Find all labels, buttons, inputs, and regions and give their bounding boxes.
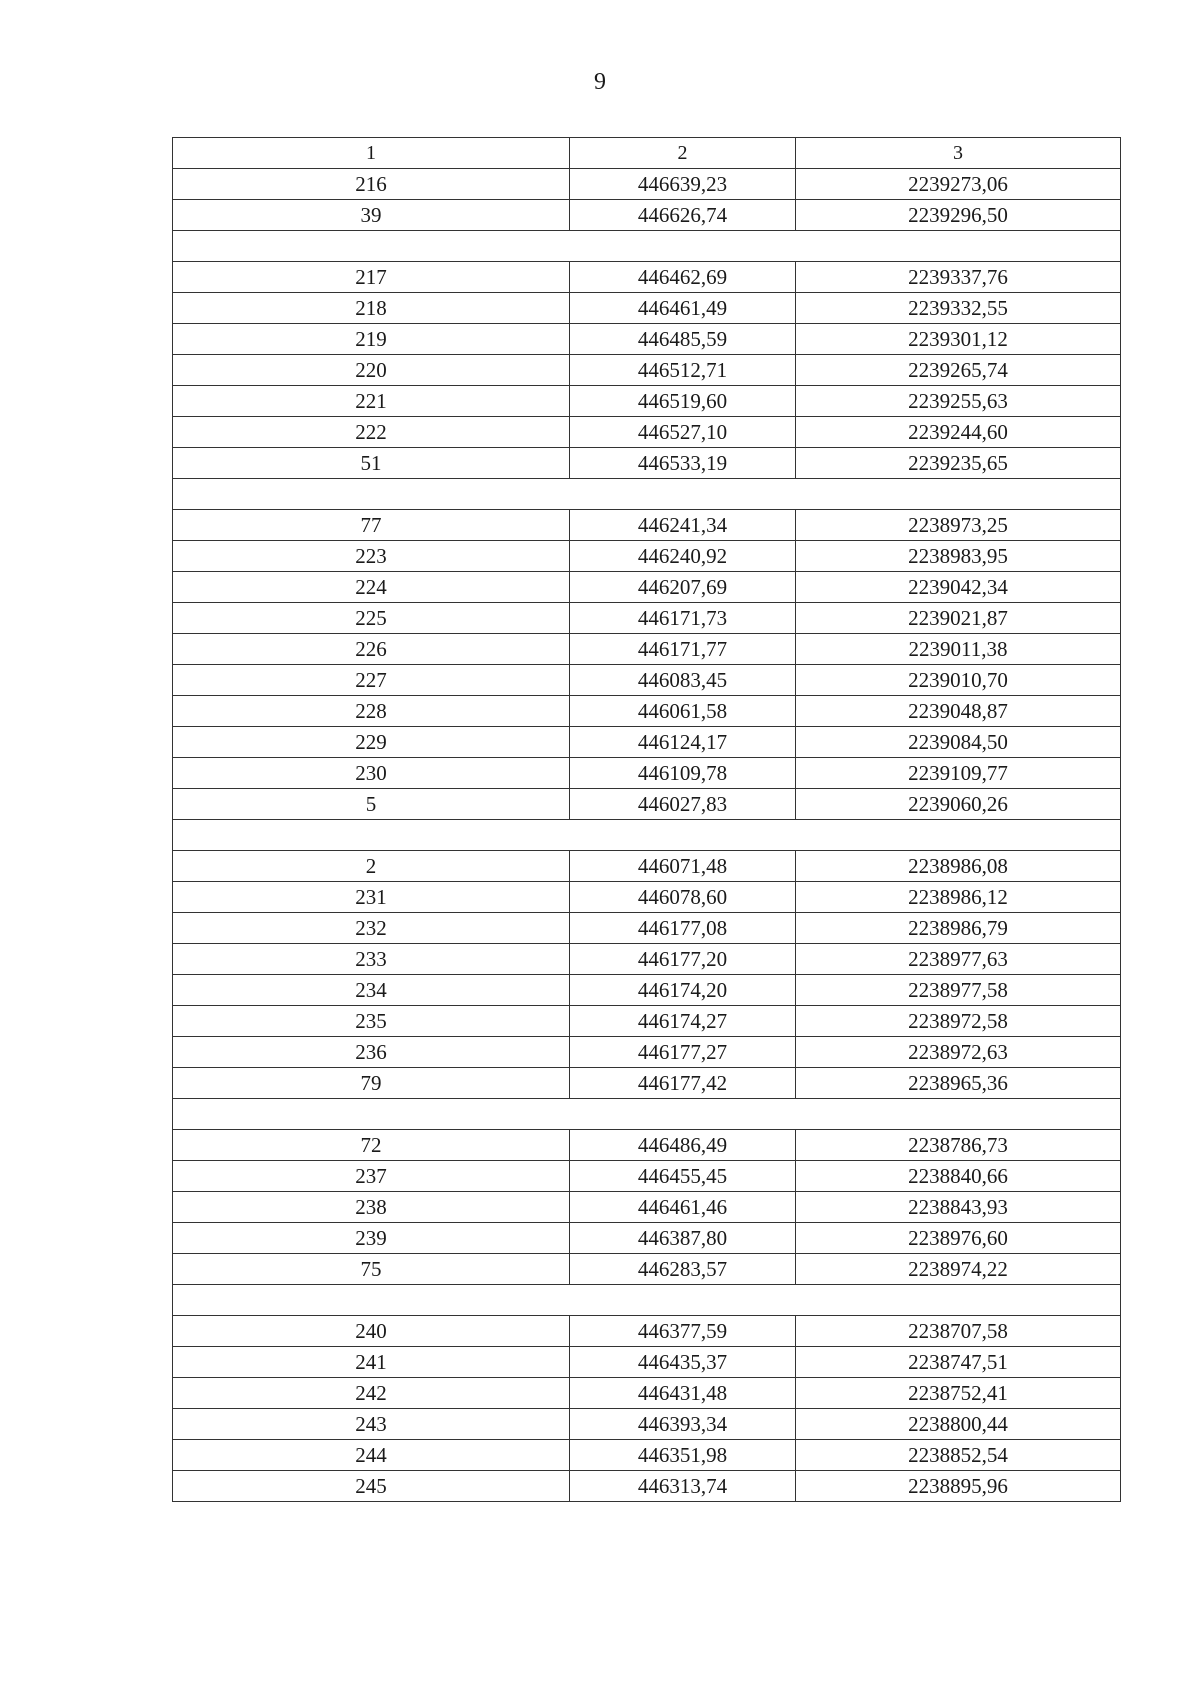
coordinate-x-cell: 446431,48 bbox=[570, 1378, 796, 1409]
table-row bbox=[173, 510, 1121, 541]
coordinate-x-cell: 446639,23 bbox=[570, 169, 796, 200]
coordinate-x-cell: 446461,49 bbox=[570, 293, 796, 324]
table-row bbox=[173, 1254, 1121, 1285]
coordinate-y-cell: 2239042,34 bbox=[796, 572, 1121, 603]
point-number-cell: 217 bbox=[173, 262, 570, 293]
coordinate-x-cell: 446519,60 bbox=[570, 386, 796, 417]
point-number-cell: 236 bbox=[173, 1037, 570, 1068]
table-row bbox=[173, 169, 1121, 200]
header-cell-col-2: 2 bbox=[570, 138, 796, 169]
coordinate-y-cell: 2238752,41 bbox=[796, 1378, 1121, 1409]
table-row bbox=[173, 944, 1121, 975]
coordinate-y-cell: 2239255,63 bbox=[796, 386, 1121, 417]
coordinate-y-cell: 2238965,36 bbox=[796, 1068, 1121, 1099]
table-row bbox=[173, 1378, 1121, 1409]
coordinate-x-cell: 446462,69 bbox=[570, 262, 796, 293]
table-row bbox=[173, 758, 1121, 789]
point-number-cell: 226 bbox=[173, 634, 570, 665]
coordinate-y-cell: 2238986,08 bbox=[796, 851, 1121, 882]
point-number-cell: 242 bbox=[173, 1378, 570, 1409]
coordinate-x-cell: 446124,17 bbox=[570, 727, 796, 758]
table-row bbox=[173, 572, 1121, 603]
table-separator-row bbox=[173, 479, 1121, 510]
table-row bbox=[173, 262, 1121, 293]
separator-cell bbox=[173, 479, 1121, 510]
point-number-cell: 229 bbox=[173, 727, 570, 758]
table-row bbox=[173, 727, 1121, 758]
coordinate-x-cell: 446377,59 bbox=[570, 1316, 796, 1347]
point-number-cell: 237 bbox=[173, 1161, 570, 1192]
coordinate-y-cell: 2239011,38 bbox=[796, 634, 1121, 665]
point-number-cell: 219 bbox=[173, 324, 570, 355]
point-number-cell: 224 bbox=[173, 572, 570, 603]
coordinate-y-cell: 2239084,50 bbox=[796, 727, 1121, 758]
coordinate-y-cell: 2238983,95 bbox=[796, 541, 1121, 572]
point-number-cell: 5 bbox=[173, 789, 570, 820]
page-number: 9 bbox=[594, 69, 606, 95]
point-number-cell: 216 bbox=[173, 169, 570, 200]
point-number-cell: 79 bbox=[173, 1068, 570, 1099]
coordinate-x-cell: 446061,58 bbox=[570, 696, 796, 727]
table-row bbox=[173, 1192, 1121, 1223]
table-row bbox=[173, 1006, 1121, 1037]
separator-cell bbox=[173, 1099, 1121, 1130]
coordinate-y-cell: 2238895,96 bbox=[796, 1471, 1121, 1502]
point-number-cell: 243 bbox=[173, 1409, 570, 1440]
coordinate-y-cell: 2239296,50 bbox=[796, 200, 1121, 231]
separator-cell bbox=[173, 820, 1121, 851]
coordinate-y-cell: 2239332,55 bbox=[796, 293, 1121, 324]
coordinate-x-cell: 446313,74 bbox=[570, 1471, 796, 1502]
point-number-cell: 238 bbox=[173, 1192, 570, 1223]
coordinate-x-cell: 446071,48 bbox=[570, 851, 796, 882]
coordinate-x-cell: 446455,45 bbox=[570, 1161, 796, 1192]
coordinate-y-cell: 2239301,12 bbox=[796, 324, 1121, 355]
header-cell-col-3: 3 bbox=[796, 138, 1121, 169]
table-row bbox=[173, 665, 1121, 696]
coordinate-x-cell: 446435,37 bbox=[570, 1347, 796, 1378]
table-row bbox=[173, 913, 1121, 944]
table-row bbox=[173, 448, 1121, 479]
table-separator-row bbox=[173, 1285, 1121, 1316]
table-row bbox=[173, 324, 1121, 355]
coordinate-x-cell: 446485,59 bbox=[570, 324, 796, 355]
coordinate-x-cell: 446083,45 bbox=[570, 665, 796, 696]
coordinate-y-cell: 2238800,44 bbox=[796, 1409, 1121, 1440]
table-header-row bbox=[173, 138, 1121, 169]
point-number-cell: 232 bbox=[173, 913, 570, 944]
coordinate-x-cell: 446078,60 bbox=[570, 882, 796, 913]
point-number-cell: 39 bbox=[173, 200, 570, 231]
table-row bbox=[173, 541, 1121, 572]
point-number-cell: 218 bbox=[173, 293, 570, 324]
point-number-cell: 228 bbox=[173, 696, 570, 727]
point-number-cell: 230 bbox=[173, 758, 570, 789]
coordinate-x-cell: 446177,27 bbox=[570, 1037, 796, 1068]
coordinate-y-cell: 2239265,74 bbox=[796, 355, 1121, 386]
table-row bbox=[173, 1316, 1121, 1347]
table-separator-row bbox=[173, 231, 1121, 262]
coordinate-y-cell: 2239010,70 bbox=[796, 665, 1121, 696]
table-row bbox=[173, 200, 1121, 231]
coordinate-y-cell: 2239021,87 bbox=[796, 603, 1121, 634]
point-number-cell: 235 bbox=[173, 1006, 570, 1037]
coordinate-x-cell: 446527,10 bbox=[570, 417, 796, 448]
point-number-cell: 220 bbox=[173, 355, 570, 386]
coordinate-x-cell: 446027,83 bbox=[570, 789, 796, 820]
coordinate-y-cell: 2238972,58 bbox=[796, 1006, 1121, 1037]
coordinate-x-cell: 446177,20 bbox=[570, 944, 796, 975]
coordinate-y-cell: 2239244,60 bbox=[796, 417, 1121, 448]
coordinate-x-cell: 446109,78 bbox=[570, 758, 796, 789]
coordinate-x-cell: 446283,57 bbox=[570, 1254, 796, 1285]
point-number-cell: 75 bbox=[173, 1254, 570, 1285]
table-row bbox=[173, 293, 1121, 324]
coordinate-y-cell: 2238976,60 bbox=[796, 1223, 1121, 1254]
coordinate-x-cell: 446174,20 bbox=[570, 975, 796, 1006]
coordinate-y-cell: 2238747,51 bbox=[796, 1347, 1121, 1378]
table-row bbox=[173, 789, 1121, 820]
point-number-cell: 239 bbox=[173, 1223, 570, 1254]
coordinates-table-body bbox=[173, 138, 1121, 1502]
separator-cell bbox=[173, 1285, 1121, 1316]
coordinate-x-cell: 446171,73 bbox=[570, 603, 796, 634]
coordinate-x-cell: 446351,98 bbox=[570, 1440, 796, 1471]
coordinate-x-cell: 446512,71 bbox=[570, 355, 796, 386]
coordinate-y-cell: 2239060,26 bbox=[796, 789, 1121, 820]
coordinate-y-cell: 2238707,58 bbox=[796, 1316, 1121, 1347]
coordinate-x-cell: 446626,74 bbox=[570, 200, 796, 231]
point-number-cell: 241 bbox=[173, 1347, 570, 1378]
table-row bbox=[173, 417, 1121, 448]
coordinate-x-cell: 446533,19 bbox=[570, 448, 796, 479]
point-number-cell: 72 bbox=[173, 1130, 570, 1161]
coordinate-x-cell: 446240,92 bbox=[570, 541, 796, 572]
coordinate-x-cell: 446387,80 bbox=[570, 1223, 796, 1254]
point-number-cell: 221 bbox=[173, 386, 570, 417]
coordinate-y-cell: 2238852,54 bbox=[796, 1440, 1121, 1471]
point-number-cell: 233 bbox=[173, 944, 570, 975]
coordinate-x-cell: 446393,34 bbox=[570, 1409, 796, 1440]
point-number-cell: 240 bbox=[173, 1316, 570, 1347]
coordinate-y-cell: 2239235,65 bbox=[796, 448, 1121, 479]
point-number-cell: 222 bbox=[173, 417, 570, 448]
coordinate-x-cell: 446207,69 bbox=[570, 572, 796, 603]
table-row bbox=[173, 386, 1121, 417]
table-row bbox=[173, 1130, 1121, 1161]
table-row bbox=[173, 634, 1121, 665]
point-number-cell: 234 bbox=[173, 975, 570, 1006]
coordinate-x-cell: 446177,42 bbox=[570, 1068, 796, 1099]
coordinate-x-cell: 446174,27 bbox=[570, 1006, 796, 1037]
header-cell-col-1: 1 bbox=[173, 138, 570, 169]
coordinate-y-cell: 2238786,73 bbox=[796, 1130, 1121, 1161]
coordinate-y-cell: 2238977,63 bbox=[796, 944, 1121, 975]
coordinate-x-cell: 446177,08 bbox=[570, 913, 796, 944]
coordinate-y-cell: 2238972,63 bbox=[796, 1037, 1121, 1068]
point-number-cell: 77 bbox=[173, 510, 570, 541]
table-row bbox=[173, 1068, 1121, 1099]
table-separator-row bbox=[173, 1099, 1121, 1130]
point-number-cell: 2 bbox=[173, 851, 570, 882]
table-row bbox=[173, 355, 1121, 386]
point-number-cell: 51 bbox=[173, 448, 570, 479]
coordinate-x-cell: 446171,77 bbox=[570, 634, 796, 665]
table-row bbox=[173, 1347, 1121, 1378]
coordinate-y-cell: 2238840,66 bbox=[796, 1161, 1121, 1192]
coordinate-y-cell: 2238843,93 bbox=[796, 1192, 1121, 1223]
table-row bbox=[173, 1223, 1121, 1254]
table-row bbox=[173, 975, 1121, 1006]
coordinate-y-cell: 2238986,79 bbox=[796, 913, 1121, 944]
coordinate-x-cell: 446241,34 bbox=[570, 510, 796, 541]
table-row bbox=[173, 1471, 1121, 1502]
table-row bbox=[173, 696, 1121, 727]
coordinate-y-cell: 2238986,12 bbox=[796, 882, 1121, 913]
coordinate-y-cell: 2238973,25 bbox=[796, 510, 1121, 541]
coordinate-x-cell: 446461,46 bbox=[570, 1192, 796, 1223]
point-number-cell: 245 bbox=[173, 1471, 570, 1502]
table-row bbox=[173, 1161, 1121, 1192]
point-number-cell: 227 bbox=[173, 665, 570, 696]
point-number-cell: 231 bbox=[173, 882, 570, 913]
table-row bbox=[173, 851, 1121, 882]
table-row bbox=[173, 1440, 1121, 1471]
coordinate-y-cell: 2239273,06 bbox=[796, 169, 1121, 200]
point-number-cell: 244 bbox=[173, 1440, 570, 1471]
separator-cell bbox=[173, 231, 1121, 262]
coordinate-y-cell: 2238977,58 bbox=[796, 975, 1121, 1006]
coordinate-x-cell: 446486,49 bbox=[570, 1130, 796, 1161]
coordinates-table bbox=[172, 137, 1121, 1502]
coordinate-y-cell: 2239109,77 bbox=[796, 758, 1121, 789]
table-row bbox=[173, 882, 1121, 913]
point-number-cell: 223 bbox=[173, 541, 570, 572]
coordinate-y-cell: 2238974,22 bbox=[796, 1254, 1121, 1285]
coordinate-y-cell: 2239048,87 bbox=[796, 696, 1121, 727]
table-row bbox=[173, 1409, 1121, 1440]
point-number-cell: 225 bbox=[173, 603, 570, 634]
table-separator-row bbox=[173, 820, 1121, 851]
table-row bbox=[173, 603, 1121, 634]
table-row bbox=[173, 1037, 1121, 1068]
coordinate-y-cell: 2239337,76 bbox=[796, 262, 1121, 293]
